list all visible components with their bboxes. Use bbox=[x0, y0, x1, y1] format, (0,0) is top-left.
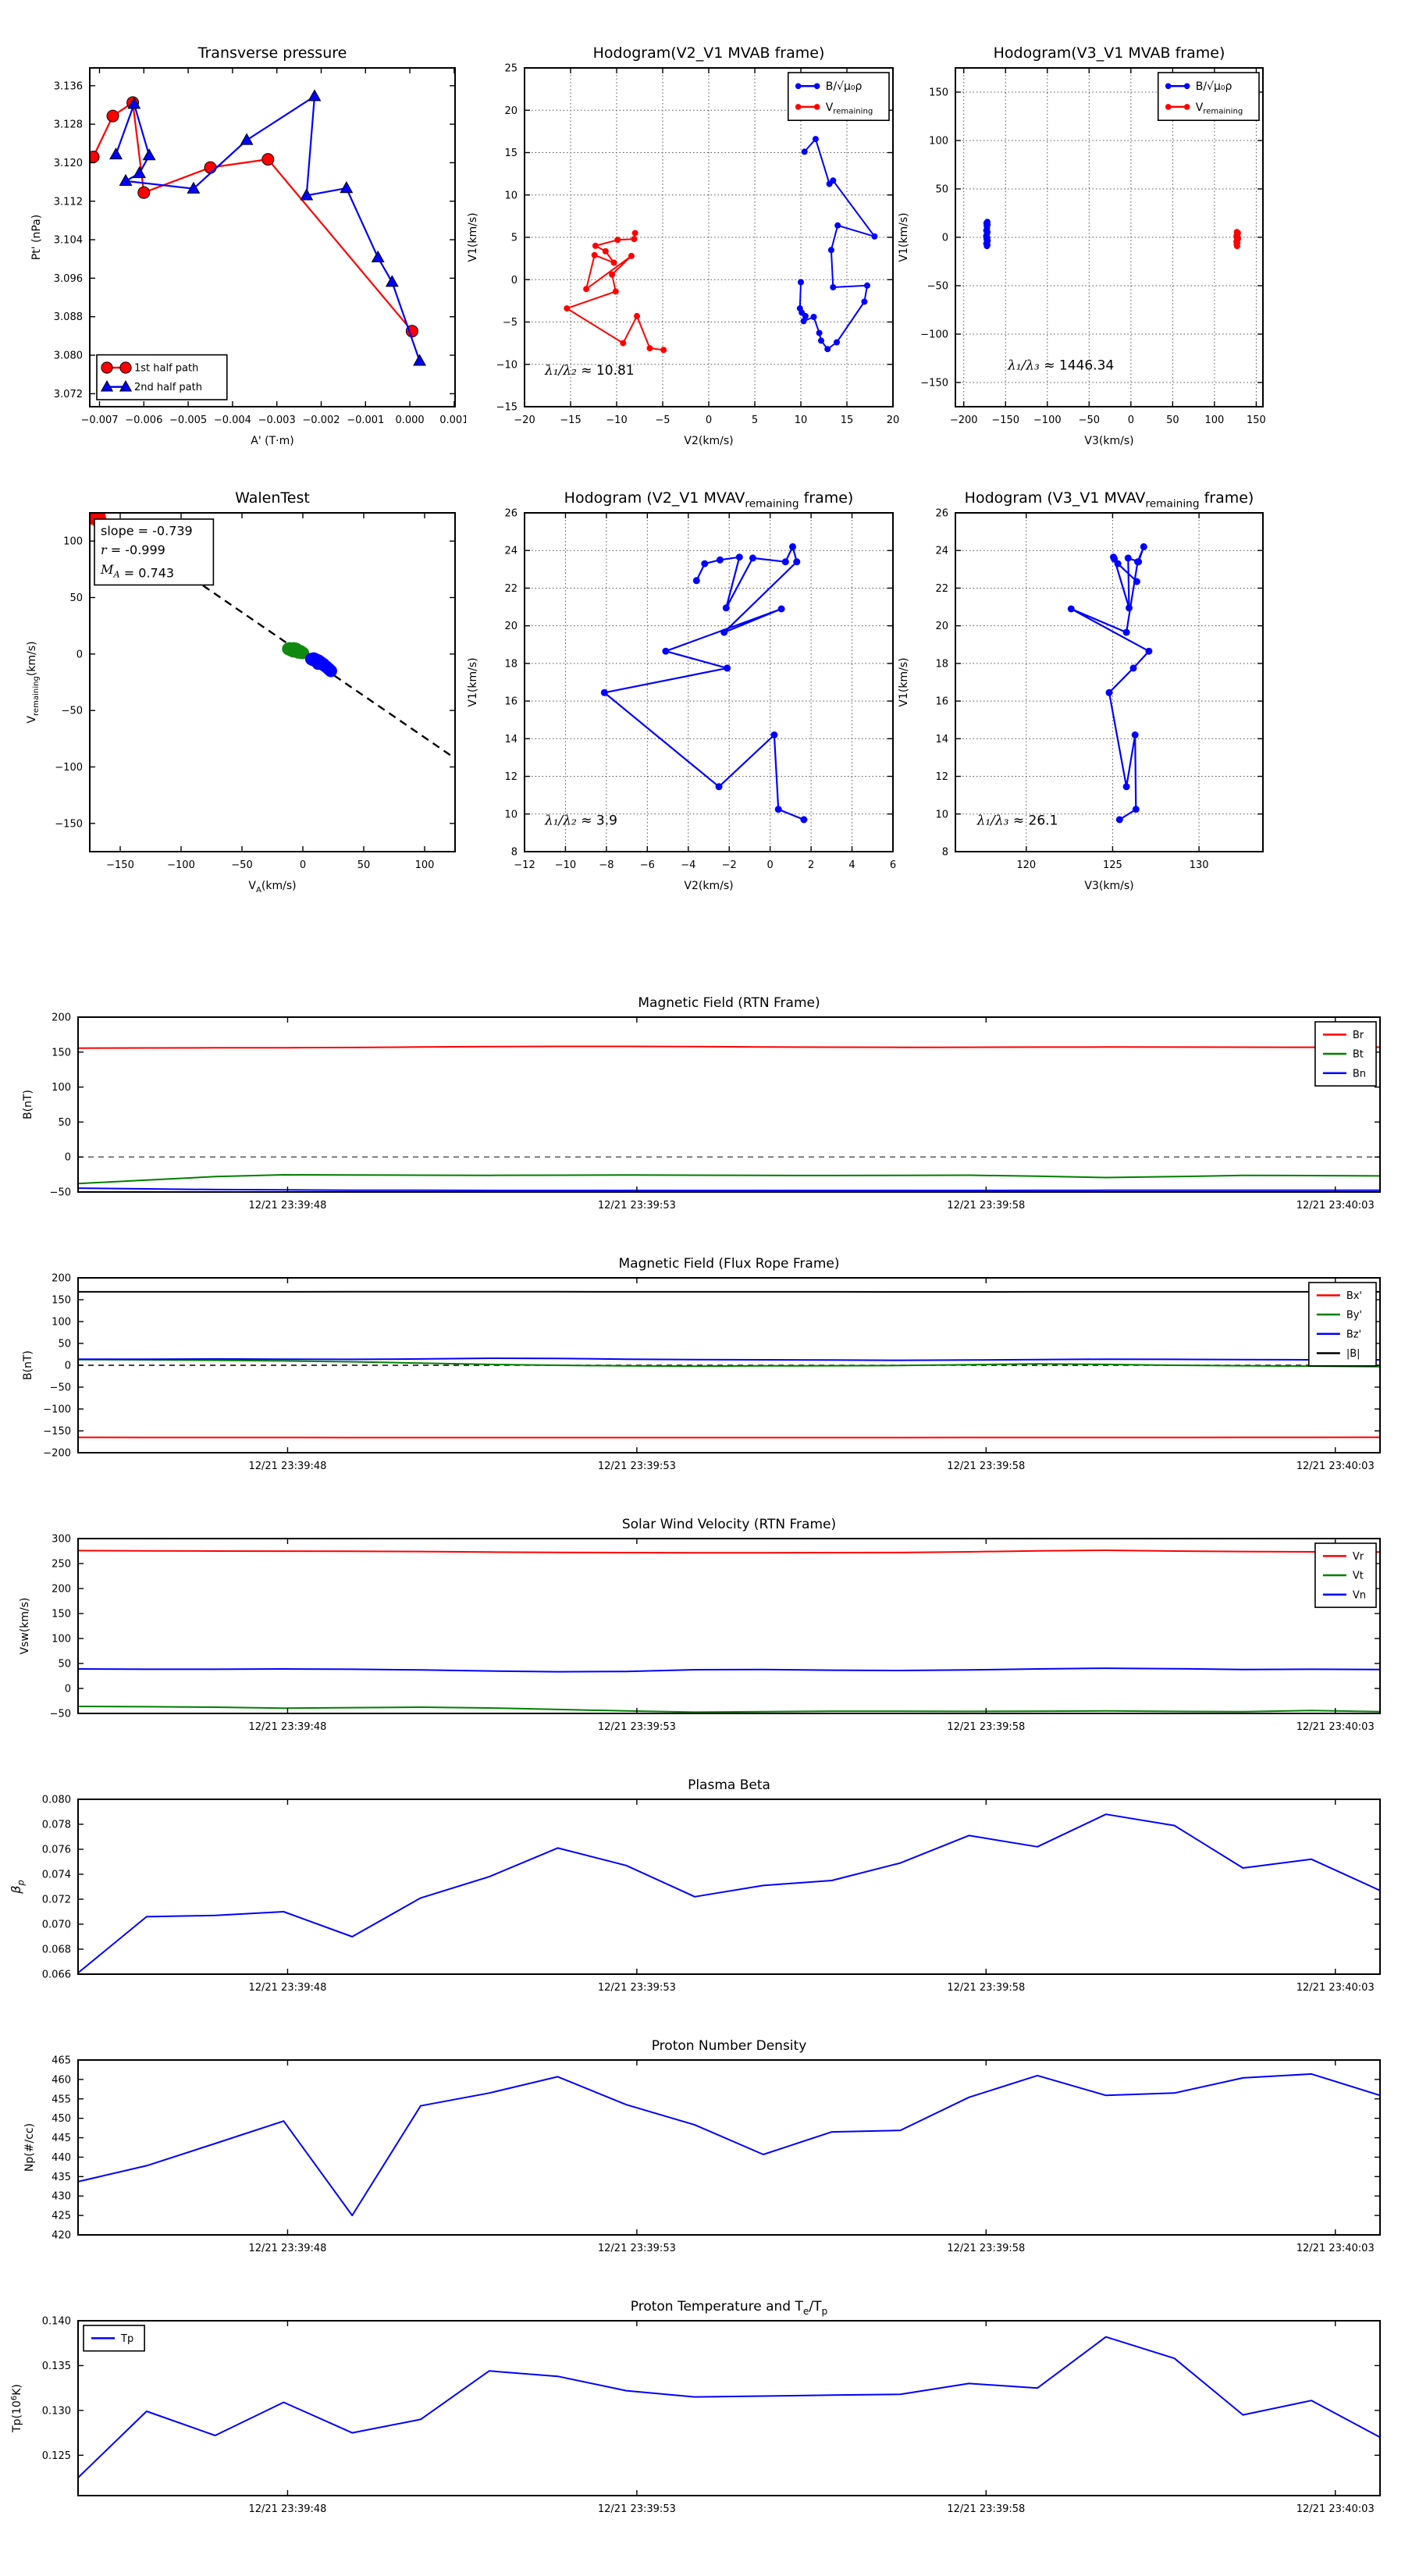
x-axis-label: V2(km/s) bbox=[684, 435, 734, 447]
x-tick-label: 120 bbox=[1016, 859, 1037, 871]
y-tick-label: −100 bbox=[920, 329, 948, 341]
plot-hodogram-v2v1-mvab bbox=[450, 35, 904, 458]
x-tick-label: 50 bbox=[357, 859, 371, 871]
x-tick-label: 12/21 23:39:58 bbox=[947, 1200, 1026, 1212]
x-tick-label: 12/21 23:40:03 bbox=[1296, 1721, 1375, 1733]
y-tick-label: 200 bbox=[52, 1012, 71, 1024]
plot-hodogram-v3v1-mvab bbox=[881, 35, 1274, 458]
legend bbox=[84, 2325, 144, 2351]
y-tick-label: −200 bbox=[43, 1447, 71, 1460]
plot-transverse-pressure bbox=[16, 35, 466, 458]
y-tick-label: 150 bbox=[52, 1294, 71, 1307]
y-tick-label: 15 bbox=[504, 148, 518, 159]
series-tp-line bbox=[78, 2337, 1380, 2478]
axes-frame bbox=[955, 513, 1263, 852]
x-tick-label: 12/21 23:39:58 bbox=[947, 1721, 1026, 1733]
x-axis-label: V2(km/s) bbox=[684, 880, 734, 892]
legend bbox=[1315, 1022, 1376, 1086]
y-tick-label: 0 bbox=[76, 649, 83, 661]
y-tick-label: 0.072 bbox=[41, 1894, 71, 1906]
y-tick-label: 435 bbox=[52, 2171, 71, 2183]
x-tick-label: −10 bbox=[606, 415, 628, 426]
x-tick-label: 12/21 23:39:58 bbox=[947, 2503, 1026, 2515]
plot-title: Solar Wind Velocity (RTN Frame) bbox=[621, 1517, 837, 1532]
y-tick-label: 465 bbox=[52, 2055, 71, 2067]
x-tick-label: 12/21 23:39:53 bbox=[597, 1982, 676, 1994]
chart-svg-hodogram-v3v1-mvav bbox=[881, 480, 1274, 900]
x-tick-label: −2 bbox=[721, 859, 737, 871]
plot-title: Magnetic Field (Flux Rope Frame) bbox=[618, 1256, 840, 1272]
y-tick-label: 425 bbox=[52, 2210, 71, 2222]
y-tick-label: −150 bbox=[920, 377, 948, 390]
x-tick-label: −0.003 bbox=[258, 415, 296, 426]
y-tick-label: 50 bbox=[58, 1338, 71, 1350]
series-markers bbox=[1068, 543, 1153, 824]
series-bz-line bbox=[78, 1358, 1380, 1361]
plot-title: Magnetic Field (RTN Frame) bbox=[638, 995, 820, 1011]
plot-title: Hodogram (V3_V1 $MVAV_{remaining}$ frame) bbox=[964, 489, 1254, 511]
legend bbox=[1309, 1283, 1376, 1366]
x-tick-label: 12/21 23:40:03 bbox=[1296, 1461, 1375, 1472]
x-tick-label: 0.001 bbox=[439, 415, 466, 426]
series-markers bbox=[564, 230, 667, 354]
y-tick-label: 0.070 bbox=[41, 1919, 71, 1931]
chart-svg-walen-test bbox=[16, 480, 466, 900]
y-axis-label: $Tp(10^6K)$ bbox=[10, 2384, 23, 2432]
walen-stat-line: $M_A = 0.743$ bbox=[101, 561, 175, 581]
y-tick-label: −100 bbox=[55, 762, 83, 774]
x-tick-label: 50 bbox=[1166, 415, 1179, 426]
x-tick-label: −0.006 bbox=[125, 415, 163, 426]
y-tick-label: −50 bbox=[49, 1187, 71, 1199]
chart-svg-hodogram-v3v1-mvab bbox=[881, 35, 1274, 455]
x-tick-label: 12/21 23:39:58 bbox=[947, 1982, 1026, 1994]
x-tick-label: 0 bbox=[767, 859, 774, 871]
y-tick-label: 12 bbox=[504, 771, 518, 784]
y-tick-label: 0 bbox=[64, 1151, 71, 1164]
x-tick-label: 12/21 23:39:58 bbox=[947, 2243, 1026, 2254]
series-markers bbox=[1233, 229, 1241, 249]
y-tick-label: 25 bbox=[504, 62, 518, 75]
x-tick-label: 4 bbox=[848, 859, 855, 871]
y-tick-label: −150 bbox=[55, 818, 83, 831]
legend bbox=[1158, 73, 1259, 120]
series-bt-line bbox=[78, 1175, 1380, 1183]
x-tick-label: −200 bbox=[949, 415, 978, 426]
series-markers bbox=[983, 219, 991, 249]
legend-label: |B| bbox=[1346, 1348, 1361, 1360]
chart-svg-magnetic-field-flux-rope bbox=[4, 1245, 1391, 1501]
plot-title: Transverse pressure bbox=[197, 44, 347, 62]
y-tick-label: 0.125 bbox=[41, 2450, 71, 2462]
x-tick-label: 12/21 23:39:53 bbox=[597, 2503, 676, 2515]
legend-label: $V_{remaining}$ bbox=[1195, 101, 1243, 116]
y-tick-label: 450 bbox=[52, 2113, 71, 2126]
x-tick-label: 12/21 23:40:03 bbox=[1296, 2243, 1375, 2254]
plot-hodogram-v2v1-mvav bbox=[450, 480, 904, 903]
x-tick-label: 12/21 23:39:53 bbox=[597, 1721, 676, 1733]
y-axis-label: V1(km/s) bbox=[898, 657, 910, 707]
x-axis-label: V3(km/s) bbox=[1084, 435, 1134, 447]
legend-label: Vn bbox=[1352, 1589, 1367, 1602]
walen-stat-line: r = -0.999 bbox=[101, 543, 165, 558]
y-axis-label: V1(km/s) bbox=[898, 212, 910, 262]
y-tick-label: −50 bbox=[49, 1708, 71, 1720]
y-tick-label: 20 bbox=[504, 621, 518, 633]
y-axis-label: Vsw(km/s) bbox=[19, 1597, 31, 1655]
axes-frame bbox=[78, 1017, 1380, 1192]
y-tick-label: 16 bbox=[935, 696, 948, 708]
y-tick-label: 445 bbox=[52, 2133, 71, 2145]
x-axis-label: V3(km/s) bbox=[1084, 880, 1134, 892]
y-tick-label: −50 bbox=[61, 705, 83, 717]
x-tick-label: −50 bbox=[1078, 415, 1101, 426]
y-tick-label: −50 bbox=[49, 1382, 71, 1394]
y-tick-label: 200 bbox=[52, 1583, 71, 1596]
eigenvalue-ratio-annotation: λ₁/λ₃ ≈ 1446.34 bbox=[1007, 358, 1115, 374]
legend-label: By' bbox=[1346, 1309, 1363, 1322]
x-tick-label: 10 bbox=[794, 415, 808, 426]
panel-magnetic-field-rtn bbox=[4, 984, 1391, 1244]
plot-title: WalenTest bbox=[235, 489, 310, 507]
chart-svg-magnetic-field-rtn bbox=[4, 984, 1391, 1240]
chart-svg-hodogram-v2v1-mvab bbox=[450, 35, 904, 455]
y-tick-label: 0.066 bbox=[41, 1969, 71, 1981]
panel-solar-wind-velocity bbox=[4, 1506, 1391, 1765]
x-tick-label: −20 bbox=[514, 415, 535, 426]
y-tick-label: 100 bbox=[52, 1082, 71, 1094]
y-tick-label: 150 bbox=[52, 1608, 71, 1621]
y-tick-label: 3.096 bbox=[53, 272, 83, 285]
y-tick-label: 0.130 bbox=[41, 2405, 71, 2418]
series-line-line bbox=[1071, 546, 1149, 820]
y-tick-label: 14 bbox=[504, 733, 518, 745]
x-tick-label: 0 bbox=[299, 859, 307, 871]
y-tick-label: 3.080 bbox=[53, 350, 83, 362]
series-markers bbox=[110, 90, 425, 365]
y-tick-label: 10 bbox=[504, 190, 518, 202]
legend-label: B/√μ₀ρ bbox=[825, 80, 863, 94]
series-line-line bbox=[78, 1814, 1380, 1973]
x-tick-label: −10 bbox=[554, 859, 577, 871]
y-tick-label: 18 bbox=[935, 658, 948, 671]
y-axis-label: Np(#/cc) bbox=[23, 2122, 36, 2172]
chart-svg-transverse-pressure bbox=[16, 35, 466, 455]
chart-svg-plasma-beta bbox=[4, 1767, 1391, 2023]
y-tick-label: 0.135 bbox=[41, 2360, 71, 2372]
y-tick-label: 24 bbox=[935, 545, 948, 557]
x-tick-label: 150 bbox=[1247, 415, 1266, 426]
panel-proton-temperature bbox=[4, 2288, 1391, 2547]
x-tick-label: 12/21 23:40:03 bbox=[1296, 1200, 1375, 1212]
y-tick-label: 12 bbox=[935, 771, 948, 784]
y-tick-label: 250 bbox=[52, 1558, 71, 1571]
chart-svg-solar-wind-velocity bbox=[4, 1506, 1391, 1762]
y-tick-label: −50 bbox=[927, 280, 948, 293]
y-tick-label: 26 bbox=[504, 507, 518, 520]
plot-title: Hodogram(V3_V1 MVAB frame) bbox=[993, 44, 1225, 62]
y-tick-label: −100 bbox=[43, 1404, 71, 1416]
x-tick-label: −4 bbox=[681, 859, 696, 871]
y-tick-label: 150 bbox=[52, 1047, 71, 1059]
y-axis-label: $V_{remaining}(km/s)$ bbox=[26, 641, 41, 724]
y-axis-label: V1(km/s) bbox=[467, 657, 479, 707]
y-tick-label: 8 bbox=[510, 846, 518, 859]
x-tick-label: 125 bbox=[1103, 859, 1122, 871]
x-tick-label: 20 bbox=[886, 415, 900, 426]
y-tick-label: −10 bbox=[496, 359, 518, 372]
y-tick-label: −150 bbox=[43, 1425, 71, 1438]
series-vr-line bbox=[78, 1550, 1380, 1553]
legend-label: Vt bbox=[1352, 1570, 1364, 1582]
y-axis-label: B(nT) bbox=[22, 1350, 34, 1380]
y-tick-label: 50 bbox=[58, 1658, 71, 1670]
legend-label: Bz' bbox=[1346, 1329, 1362, 1341]
chart-svg-proton-number-density bbox=[4, 2027, 1391, 2283]
y-tick-label: 0 bbox=[64, 1360, 71, 1372]
plot-hodogram-v3v1-mvav bbox=[881, 480, 1274, 903]
plot-title: Proton Number Density bbox=[651, 2038, 807, 2054]
series-markers bbox=[305, 653, 337, 678]
y-tick-label: 0.076 bbox=[41, 1844, 71, 1856]
y-axis-label: $\beta_p$ bbox=[9, 1880, 27, 1894]
axes-frame bbox=[78, 1799, 1380, 1974]
y-tick-label: 3.088 bbox=[53, 311, 83, 324]
x-tick-label: 12/21 23:40:03 bbox=[1296, 1982, 1375, 1994]
y-axis-label: Pt' (nPa) bbox=[30, 214, 43, 261]
y-tick-label: 0.080 bbox=[41, 1794, 71, 1806]
x-tick-label: −0.007 bbox=[80, 415, 119, 426]
chart-svg-proton-temperature bbox=[4, 2288, 1391, 2544]
plot-title: Proton Temperature and $T_e/T_p$ bbox=[630, 2299, 828, 2317]
y-tick-label: 22 bbox=[935, 582, 948, 595]
legend-label: 2nd half path bbox=[134, 382, 202, 394]
y-tick-label: 455 bbox=[52, 2094, 71, 2106]
x-tick-label: −50 bbox=[231, 859, 253, 871]
x-tick-label: 12/21 23:39:48 bbox=[248, 2243, 327, 2254]
panel-magnetic-field-flux-rope bbox=[4, 1245, 1391, 1504]
x-tick-label: −150 bbox=[106, 859, 134, 871]
walen-stat-line: slope = -0.739 bbox=[101, 523, 193, 539]
y-tick-label: 24 bbox=[504, 545, 518, 557]
x-tick-label: 2 bbox=[807, 859, 815, 871]
x-axis-label: $V_A(km/s)$ bbox=[248, 880, 297, 895]
x-tick-label: 15 bbox=[840, 415, 854, 426]
legend-label: Bt bbox=[1352, 1048, 1364, 1061]
x-tick-label: 12/21 23:39:48 bbox=[248, 1982, 327, 1994]
y-tick-label: 430 bbox=[52, 2190, 71, 2203]
y-tick-label: 50 bbox=[935, 183, 948, 196]
eigenvalue-ratio-annotation: λ₁/λ₂ ≈ 3.9 bbox=[544, 813, 617, 829]
y-tick-label: 16 bbox=[504, 696, 518, 708]
eigenvalue-ratio-annotation: λ₁/λ₂ ≈ 10.81 bbox=[544, 362, 635, 379]
eigenvalue-ratio-annotation: λ₁/λ₃ ≈ 26.1 bbox=[976, 813, 1058, 829]
y-tick-label: −5 bbox=[502, 317, 518, 329]
x-tick-label: 12/21 23:39:48 bbox=[248, 1461, 327, 1472]
x-tick-label: 100 bbox=[414, 859, 435, 871]
x-tick-label: 0.000 bbox=[395, 415, 425, 426]
x-tick-label: −0.001 bbox=[347, 415, 385, 426]
y-tick-label: 0 bbox=[64, 1683, 71, 1695]
plot-title: Hodogram (V2_V1 $MVAV_{remaining}$ frame) bbox=[564, 489, 854, 511]
x-tick-label: 6 bbox=[889, 859, 897, 871]
legend-label: Bn bbox=[1352, 1068, 1367, 1080]
series-br-line bbox=[78, 1047, 1380, 1048]
y-tick-label: 100 bbox=[929, 135, 948, 148]
legend-label: $V_{remaining}$ bbox=[825, 101, 873, 116]
legend-label: 1st half path bbox=[134, 362, 199, 375]
y-tick-label: 3.112 bbox=[53, 196, 83, 208]
x-tick-label: 12/21 23:39:53 bbox=[597, 1200, 676, 1212]
y-axis-label: V1(km/s) bbox=[467, 212, 479, 262]
x-tick-label: 12/21 23:40:03 bbox=[1296, 2503, 1375, 2515]
y-tick-label: 200 bbox=[52, 1272, 71, 1285]
legend bbox=[788, 73, 889, 120]
y-tick-label: 3.072 bbox=[53, 388, 83, 400]
x-tick-label: −8 bbox=[599, 859, 614, 871]
y-tick-label: 0.074 bbox=[41, 1869, 71, 1881]
x-tick-label: 130 bbox=[1189, 859, 1209, 871]
y-tick-label: 22 bbox=[504, 582, 518, 595]
series-2ndhalfpath-line bbox=[116, 96, 420, 361]
y-tick-label: 20 bbox=[504, 105, 518, 117]
y-tick-label: 5 bbox=[510, 232, 518, 244]
x-tick-label: −6 bbox=[639, 859, 655, 871]
y-tick-label: 0 bbox=[941, 232, 948, 244]
series-line-line bbox=[78, 2074, 1380, 2215]
y-tick-label: 100 bbox=[52, 1633, 71, 1646]
x-tick-label: −100 bbox=[1033, 415, 1062, 426]
y-tick-label: 10 bbox=[504, 809, 518, 821]
y-tick-label: 50 bbox=[69, 592, 83, 604]
legend bbox=[97, 355, 227, 400]
x-tick-label: 0 bbox=[1127, 415, 1134, 426]
y-tick-label: 20 bbox=[935, 621, 948, 633]
legend-label: Br bbox=[1352, 1029, 1364, 1041]
series-bn-line bbox=[78, 1188, 1380, 1190]
series-vn-line bbox=[78, 1668, 1380, 1672]
x-tick-label: −15 bbox=[560, 415, 582, 426]
legend-label: Tp bbox=[121, 2332, 134, 2345]
x-tick-label: −5 bbox=[655, 415, 670, 426]
y-tick-label: 0.078 bbox=[41, 1819, 71, 1831]
plot-walen-test bbox=[16, 480, 466, 903]
x-tick-label: 0 bbox=[705, 415, 713, 426]
x-tick-label: −0.005 bbox=[169, 415, 208, 426]
legend bbox=[1315, 1543, 1376, 1607]
x-tick-label: 100 bbox=[1204, 415, 1225, 426]
y-tick-label: 300 bbox=[52, 1533, 71, 1546]
y-tick-label: 150 bbox=[929, 87, 948, 99]
y-tick-label: 14 bbox=[935, 733, 948, 745]
legend-label: Vr bbox=[1352, 1550, 1364, 1563]
panel-proton-density bbox=[4, 2027, 1391, 2286]
x-tick-label: 12/21 23:39:58 bbox=[947, 1461, 1026, 1472]
plot-title: Plasma Beta bbox=[688, 1777, 770, 1793]
y-tick-label: 0.140 bbox=[41, 2315, 71, 2328]
y-tick-label: 3.104 bbox=[53, 234, 83, 247]
x-tick-label: 12/21 23:39:48 bbox=[248, 1200, 327, 1212]
y-tick-label: 3.128 bbox=[53, 119, 83, 131]
x-tick-label: −100 bbox=[167, 859, 195, 871]
x-tick-label: 12/21 23:39:48 bbox=[248, 2503, 327, 2515]
y-tick-label: 3.136 bbox=[53, 80, 83, 93]
x-tick-label: −0.002 bbox=[302, 415, 340, 426]
x-tick-label: 12/21 23:39:48 bbox=[248, 1721, 327, 1733]
y-tick-label: 0 bbox=[510, 274, 518, 286]
series-markers bbox=[282, 642, 309, 660]
chart-svg-hodogram-v2v1-mvav bbox=[450, 480, 904, 900]
y-tick-label: 0.068 bbox=[41, 1944, 71, 1956]
x-tick-label: 12/21 23:39:53 bbox=[597, 2243, 676, 2254]
x-tick-label: −150 bbox=[991, 415, 1020, 426]
y-tick-label: 100 bbox=[63, 535, 83, 548]
axes-frame bbox=[525, 513, 893, 852]
x-tick-label: −12 bbox=[514, 859, 535, 871]
axes-frame bbox=[78, 2060, 1380, 2235]
legend-label: Bx' bbox=[1346, 1290, 1363, 1302]
y-tick-label: 440 bbox=[52, 2151, 71, 2164]
y-tick-label: 460 bbox=[52, 2074, 71, 2087]
y-tick-label: −15 bbox=[496, 401, 518, 414]
plot-title: Hodogram(V2_V1 MVAB frame) bbox=[592, 44, 825, 62]
x-tick-label: 12/21 23:39:53 bbox=[597, 1461, 676, 1472]
y-tick-label: 18 bbox=[504, 658, 518, 671]
y-tick-label: 3.120 bbox=[53, 157, 83, 169]
x-tick-label: 5 bbox=[751, 415, 759, 426]
y-tick-label: 50 bbox=[58, 1116, 71, 1129]
series-line-line bbox=[604, 546, 804, 820]
x-tick-label: −0.004 bbox=[213, 415, 251, 426]
x-axis-label: A' (T·m) bbox=[251, 435, 294, 447]
y-tick-label: 100 bbox=[52, 1316, 71, 1329]
y-tick-label: 420 bbox=[52, 2229, 71, 2242]
series-vt-line bbox=[78, 1706, 1380, 1712]
axes-frame bbox=[78, 1539, 1380, 1713]
y-tick-label: 8 bbox=[941, 846, 948, 859]
y-tick-label: 10 bbox=[935, 809, 948, 821]
panel-plasma-beta bbox=[4, 1767, 1391, 2026]
y-axis-label: B(nT) bbox=[22, 1090, 34, 1119]
y-tick-label: 26 bbox=[935, 507, 948, 520]
walen-stats-box bbox=[94, 519, 213, 585]
legend-label: B/√μ₀ρ bbox=[1195, 80, 1232, 94]
